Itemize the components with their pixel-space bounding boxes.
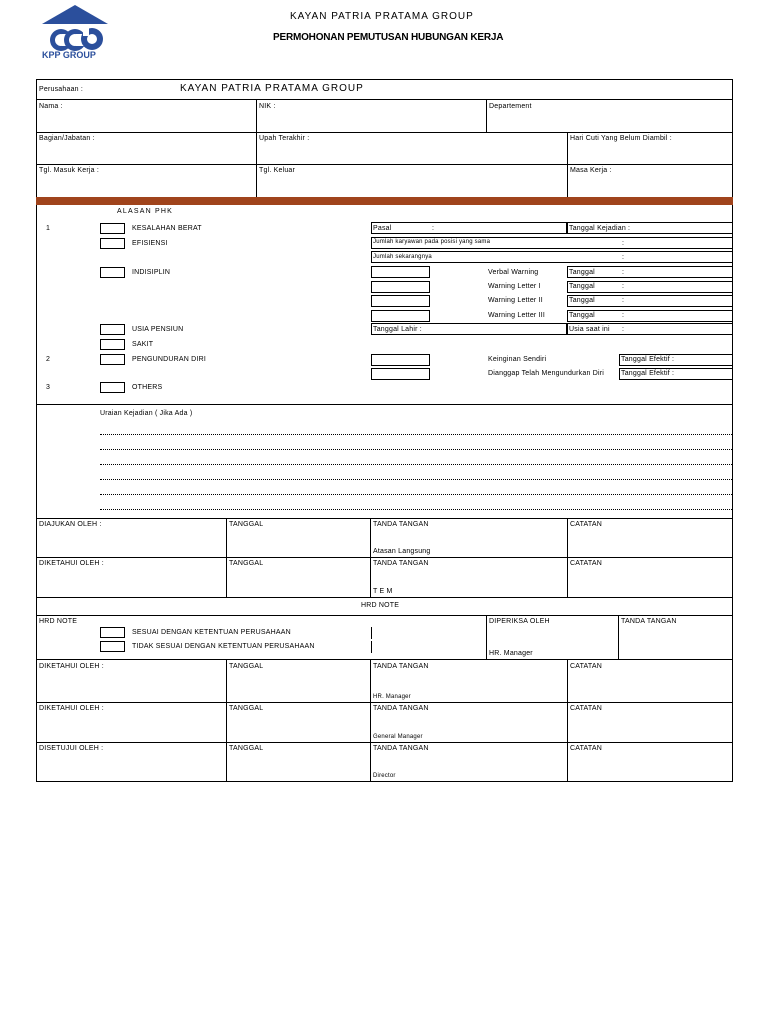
label-warning2: Warning Letter II (488, 297, 543, 304)
form-frame (36, 79, 733, 782)
colon-usia: : (622, 326, 625, 333)
label-hari-cuti: Hari Cuti Yang Belum Diambil : (570, 135, 672, 142)
label-tanggal-r2: TANGGAL (229, 560, 264, 567)
label-sesuai: SESUAI DENGAN KETENTUAN PERUSAHAAN (132, 629, 291, 636)
label-jumlah-karyawan: Jumlah karyawan pada posisi yang sama (373, 239, 491, 245)
label-pasal: Pasal (373, 225, 392, 232)
label-usia-saat-ini: Usia saat ini (569, 326, 610, 333)
warning3-box[interactable] (371, 310, 430, 322)
checkbox-pengunduran[interactable] (100, 354, 125, 365)
label-hrd-note: HRD NOTE (39, 618, 78, 625)
label-tgl-keluar: Tgl. Keluar (259, 167, 296, 174)
label-diperiksa: DIPERIKSA OLEH (489, 618, 550, 625)
verbal-warning-box[interactable] (371, 266, 430, 278)
keinginan-box[interactable] (371, 354, 430, 366)
pasal-colon: : (432, 225, 435, 232)
num-3: 3 (46, 384, 51, 391)
label-tanggal-r5: TANGGAL (229, 745, 264, 752)
label-hr-manager-hrd: HR. Manager (489, 650, 533, 657)
label-tanggal-efektif-1: Tanggal Efektif : (621, 356, 675, 363)
colon-w3: : (622, 312, 625, 319)
num-2: 2 (46, 356, 51, 363)
label-tanggal-lahir: Tanggal Lahir : (373, 326, 422, 333)
label-tanggal-w3: Tanggal (569, 312, 595, 319)
label-diketahui-r4: DIKETAHUI OLEH : (39, 705, 104, 712)
label-catatan-r5: CATATAN (570, 745, 602, 752)
label-jumlah-sekarang: Jumlah sekarangnya (373, 254, 432, 260)
checkbox-sesuai[interactable] (100, 627, 125, 638)
checkbox-kesalahan[interactable] (100, 223, 125, 234)
label-disetujui: DISETUJUI OLEH : (39, 745, 104, 752)
label-tanggal-r4: TANGGAL (229, 705, 264, 712)
label-ttd-r3: TANDA TANGAN (373, 663, 429, 670)
label-masa-kerja: Masa Kerja : (570, 167, 612, 174)
label-diketahui-r2: DIKETAHUI OLEH : (39, 560, 104, 567)
section-bar (36, 197, 733, 205)
label-tanggal-vw: Tanggal (569, 269, 595, 276)
uraian-line-5[interactable] (100, 494, 732, 495)
uraian-line-3[interactable] (100, 464, 732, 465)
label-diketahui-r3: DIKETAHUI OLEH : (39, 663, 104, 670)
label-others: OTHERS (132, 384, 163, 391)
label-ttd-r5: TANDA TANGAN (373, 745, 429, 752)
label-warning1: Warning Letter I (488, 283, 541, 290)
num-1: 1 (46, 225, 51, 232)
label-catatan-r3: CATATAN (570, 663, 602, 670)
label-ttd-r2: TANDA TANGAN (373, 560, 429, 567)
label-ttd-r4: TANDA TANGAN (373, 705, 429, 712)
label-nama: Nama : (39, 103, 63, 110)
checkbox-indisiplin[interactable] (100, 267, 125, 278)
label-nik: NIK : (259, 103, 276, 110)
page-title: PERMOHONAN PEMUTUSAN HUBUNGAN KERJA (273, 32, 504, 43)
checkbox-usia-pensiun[interactable] (100, 324, 125, 335)
label-uraian: Uraian Kejadian ( Jika Ada ) (100, 410, 193, 417)
label-upah: Upah Terakhir : (259, 135, 310, 142)
label-tanggal-r1: TANGGAL (229, 521, 264, 528)
label-hr-manager: HR. Manager (373, 694, 411, 700)
label-atasan: Atasan Langsung (373, 548, 431, 555)
hrd-note-title: HRD NOTE (361, 602, 400, 609)
warning2-box[interactable] (371, 295, 430, 307)
label-ttd-r1: TANDA TANGAN (373, 521, 429, 528)
label-dianggap: Dianggap Telah Mengundurkan Diri (488, 370, 605, 377)
label-catatan-r4: CATATAN (570, 705, 602, 712)
checkbox-others[interactable] (100, 382, 125, 393)
colon-w2: : (622, 297, 625, 304)
section-alasan-title: ALASAN PHK (117, 208, 173, 215)
perusahaan-value: KAYAN PATRIA PRATAMA GROUP (180, 83, 364, 94)
checkbox-efisiensi[interactable] (100, 238, 125, 249)
label-catatan-r2: CATATAN (570, 560, 602, 567)
logo-text: KPP GROUP (42, 50, 96, 60)
label-perusahaan: Perusahaan : (39, 86, 84, 93)
label-warning3: Warning Letter III (488, 312, 546, 319)
label-indisiplin: INDISIPLIN (132, 269, 171, 276)
jumlah-sekarang-colon: : (622, 254, 625, 261)
colon-vw: : (622, 269, 625, 276)
uraian-line-6[interactable] (100, 509, 732, 510)
dianggap-box[interactable] (371, 368, 430, 380)
label-tanggal-w2: Tanggal (569, 297, 595, 304)
uraian-line-4[interactable] (100, 479, 732, 480)
colon-w1: : (622, 283, 625, 290)
label-tanggal-efektif-2: Tanggal Efektif : (621, 370, 675, 377)
checkbox-tidak-sesuai[interactable] (100, 641, 125, 652)
label-bagian: Bagian/Jabatan : (39, 135, 95, 142)
jumlah-karyawan-colon: : (622, 240, 625, 247)
label-tanggal-w1: Tanggal (569, 283, 595, 290)
label-general-manager: General Manager (373, 734, 423, 740)
label-diajukan: DIAJUKAN OLEH : (39, 521, 102, 528)
label-efisiensi: EFISIENSI (132, 240, 168, 247)
label-departement: Departement (489, 103, 532, 110)
uraian-line-2[interactable] (100, 449, 732, 450)
label-tanggal-r3: TANGGAL (229, 663, 264, 670)
label-tgl-masuk: Tgl. Masuk Kerja : (39, 167, 100, 174)
label-tidak-sesuai: TIDAK SESUAI DENGAN KETENTUAN PERUSAHAAN (132, 643, 315, 650)
label-kesalahan: KESALAHAN BERAT (132, 225, 202, 232)
checkbox-sakit[interactable] (100, 339, 125, 350)
pasal-field[interactable] (371, 222, 567, 234)
label-tem: T E M (373, 588, 393, 595)
label-usia-pensiun: USIA PENSIUN (132, 326, 184, 333)
header-company: KAYAN PATRIA PRATAMA GROUP (290, 11, 474, 22)
label-ttd-hrd: TANDA TANGAN (621, 618, 677, 625)
label-sakit: SAKIT (132, 341, 154, 348)
warning1-box[interactable] (371, 281, 430, 293)
label-catatan-r1: CATATAN (570, 521, 602, 528)
label-keinginan: Keinginan Sendiri (488, 356, 547, 363)
uraian-line-1[interactable] (100, 434, 732, 435)
label-director: Director (373, 773, 396, 779)
label-tanggal-kejadian: Tanggal Kejadian : (569, 225, 631, 232)
label-verbal-warning: Verbal Warning (488, 269, 539, 276)
label-pengunduran: PENGUNDURAN DIRI (132, 356, 206, 363)
